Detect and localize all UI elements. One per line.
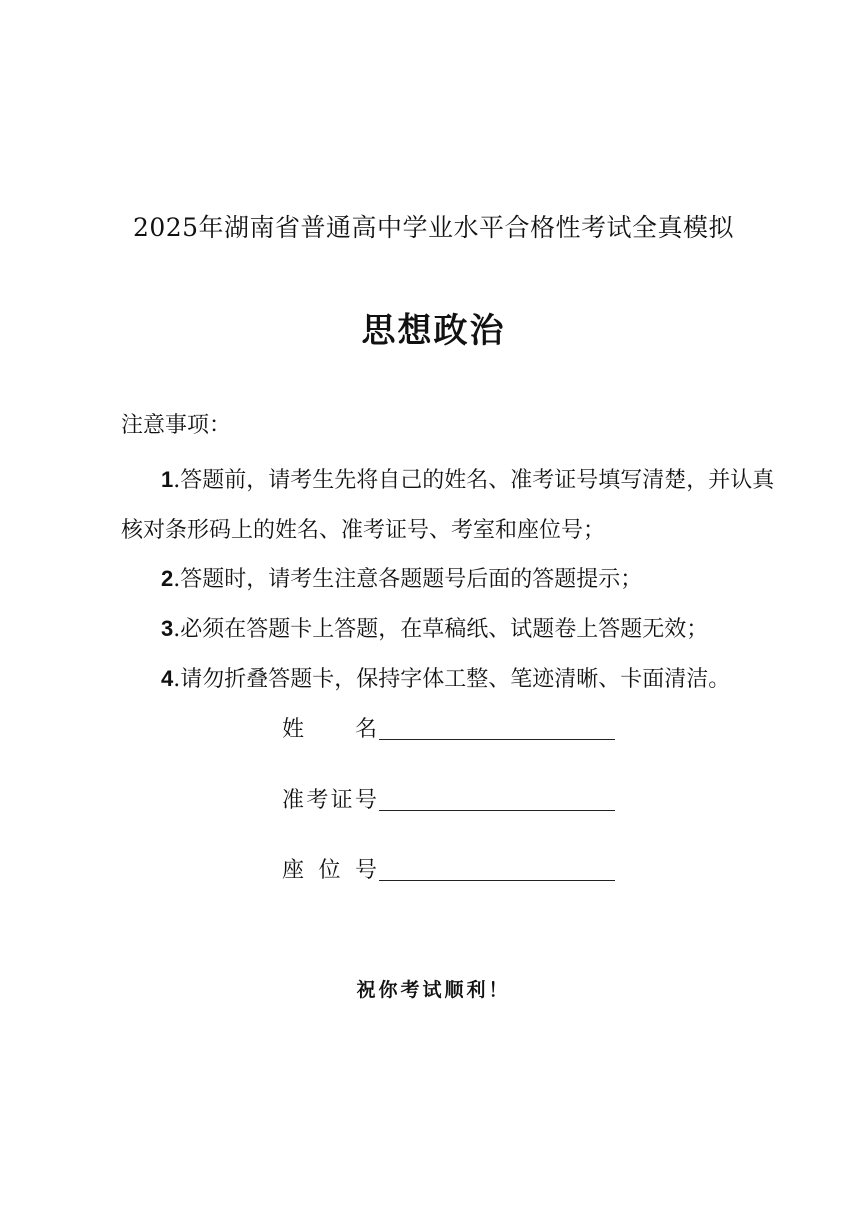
name-blank-line[interactable]	[379, 738, 615, 740]
name-field	[282, 703, 615, 743]
name-label: 姓 名	[282, 717, 377, 742]
closing-wish: 祝你考试顺利！	[356, 979, 511, 1001]
notice-item-1	[121, 455, 777, 556]
seat-number-label: 座 位 号	[282, 858, 377, 883]
notice-item-number: 3	[161, 616, 174, 641]
seat-number-field	[282, 844, 615, 884]
notice-item-2	[121, 554, 777, 605]
notice-item-text: .请勿折叠答题卡，保持字体工整、笔迹清晰、卡面清洁。	[173, 667, 731, 692]
notice-item-4	[121, 654, 777, 705]
notice-item-3	[121, 604, 777, 655]
notice-item-number: 2	[161, 566, 174, 591]
notice-item-text: .答题前，请考生先将自己的姓名、准考证号填写清楚，并认真核对条形码上的姓名、准考证号、考室和座位号；	[121, 468, 775, 543]
notice-item-text: .答题时，请考生注意各题题号后面的答题提示；	[173, 567, 643, 592]
exam-title: 2025年湖南省普通高中学业水平合格性考试全真模拟	[132, 213, 735, 242]
notice-item-number: 1	[161, 467, 174, 492]
notice-heading: 注意事项：	[121, 413, 232, 438]
exam-id-blank-line[interactable]	[379, 809, 615, 811]
subject-title: 思想政治	[361, 311, 506, 351]
notice-item-text: .必须在答题卡上答题，在草稿纸、试题卷上答题无效；	[173, 617, 709, 642]
notice-item-number: 4	[161, 666, 174, 691]
exam-id-field	[282, 774, 615, 814]
exam-id-label: 准考证号	[282, 788, 377, 813]
seat-number-blank-line[interactable]	[379, 879, 615, 881]
